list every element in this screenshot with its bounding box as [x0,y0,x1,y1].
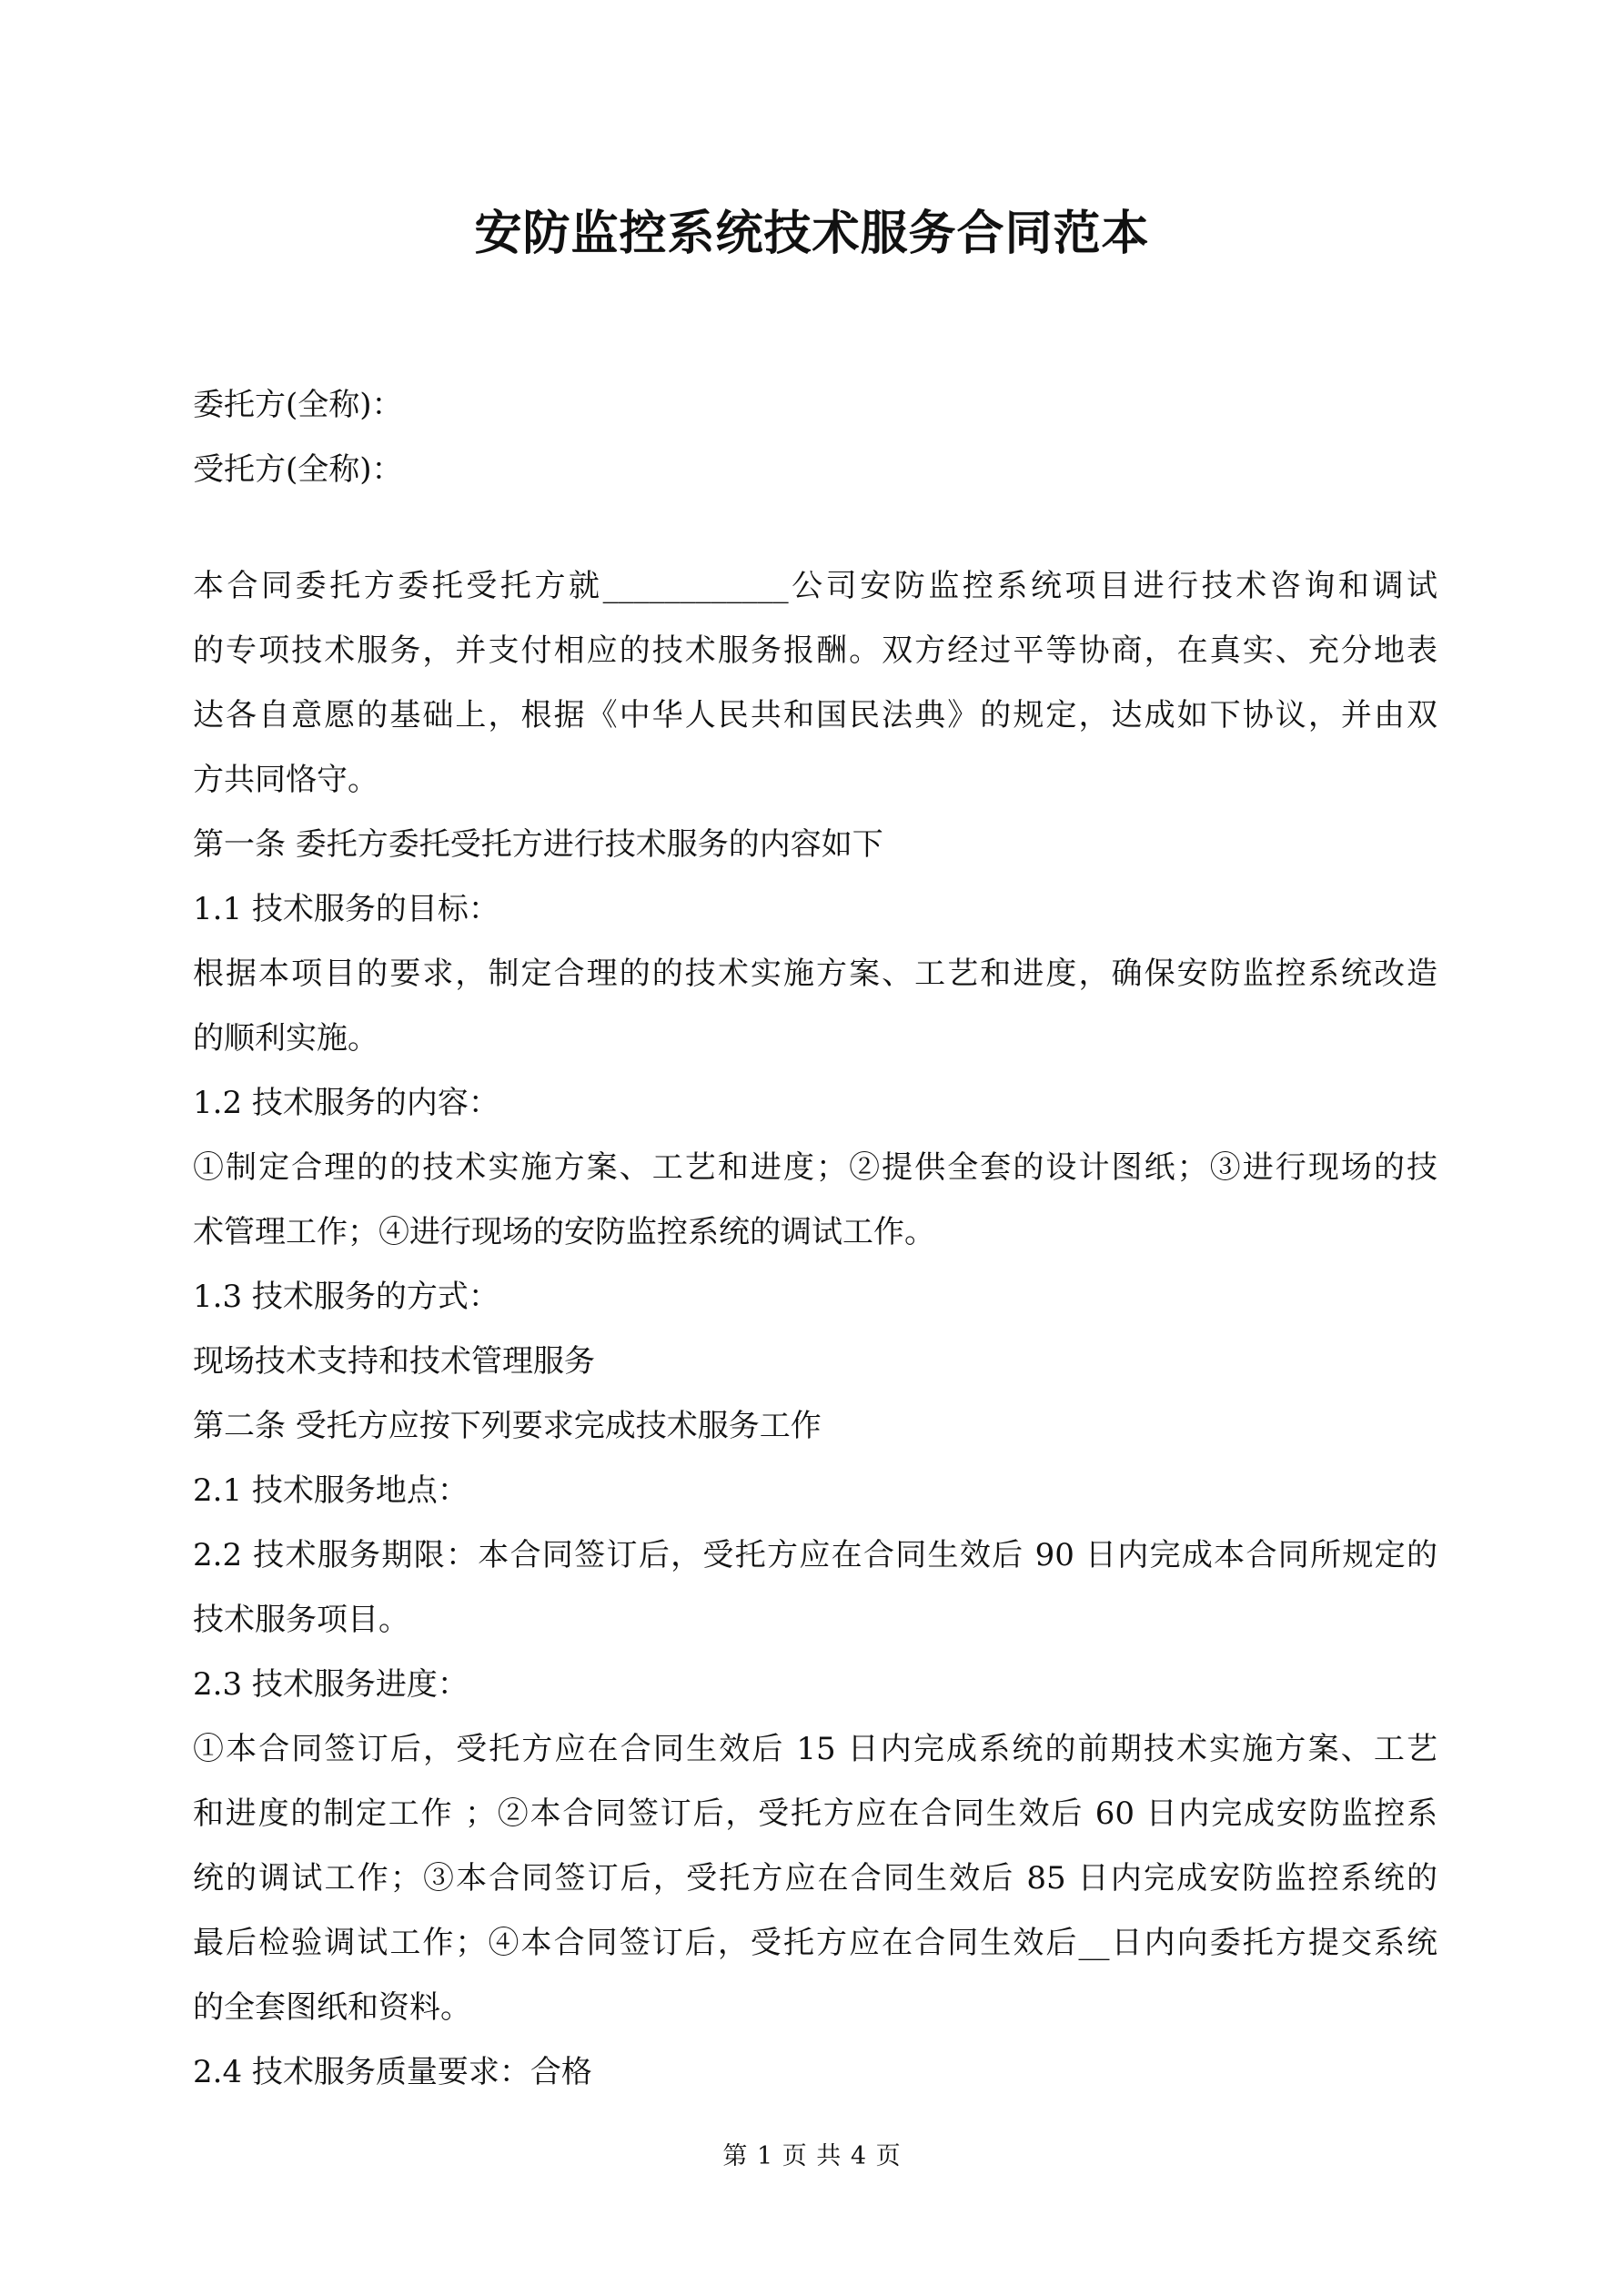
document-title: 安防监控系统技术服务合同范本 [474,206,1150,261]
clause-line: 的顺利实施。 [193,1020,378,1057]
clause-line: 第二条 受托方应按下列要求完成技术服务工作 [193,1408,822,1444]
clause-line: 的全套图纸和资料。 [193,1989,471,2026]
clause-line: 最后检验调试工作；④本合同签订后，受托方应在合同生效后__日内向委托方提交系统 [193,1925,1437,1961]
client-party-line: 委托方(全称)： [193,387,403,423]
clause-line: 现场技术支持和技术管理服务 [193,1343,595,1380]
clause-line: ①制定合理的的技术实施方案、工艺和进度；②提供全套的设计图纸；③进行现场的技 [193,1149,1437,1186]
document-body [193,373,1437,2105]
preamble-line: 的专项技术服务，并支付相应的技术服务报酬。双方经过平等协商，在真实、充分地表 [193,632,1437,669]
clause-line: 术管理工作；④进行现场的安防监控系统的调试工作。 [193,1214,935,1250]
clause-line: 2.1 技术服务地点： [193,1472,469,1509]
clause-line: 和进度的制定工作 ；②本合同签订后，受托方应在合同生效后 60 日内完成安防监控系 [193,1795,1437,1832]
clause-line: 1.1 技术服务的目标： [193,891,499,927]
clause-line: 2.4 技术服务质量要求：合格 [193,2054,592,2090]
contractor-party-line: 受托方(全称)： [193,451,403,488]
clause-line: 1.3 技术服务的方式： [193,1279,499,1315]
paragraph-gap [193,502,1437,554]
preamble-line: 本合同委托方委托受托方就____________公司安防监控系统项目进行技术咨询和调试 [193,568,1437,604]
clause-line: 2.3 技术服务进度： [193,1666,469,1703]
contract-clauses [193,813,1437,2105]
page-number: 第 1 页 共 4 页 [722,2142,902,2170]
clause-line: 第一条 委托方委托受托方进行技术服务的内容如下 [193,826,883,863]
clause-line: 2.2 技术服务期限：本合同签订后，受托方应在合同生效后 90 日内完成本合同所规定的 [193,1537,1437,1573]
preamble-line: 方共同恪守。 [193,762,378,798]
clause-line: 1.2 技术服务的内容： [193,1085,499,1121]
clause-line: 技术服务项目。 [193,1602,409,1638]
preamble-line: 达各自意愿的基础上，根据《中华人民共和国民法典》的规定，达成如下协议，并由双 [193,697,1437,733]
clause-line: 统的调试工作；③本合同签订后，受托方应在合同生效后 85 日内完成安防监控系统的 [193,1860,1437,1896]
clause-line: ①本合同签订后，受托方应在合同生效后 15 日内完成系统的前期技术实施方案、工艺 [193,1731,1437,1767]
clause-line: 根据本项目的要求，制定合理的的技术实施方案、工艺和进度，确保安防监控系统改造 [193,956,1437,992]
